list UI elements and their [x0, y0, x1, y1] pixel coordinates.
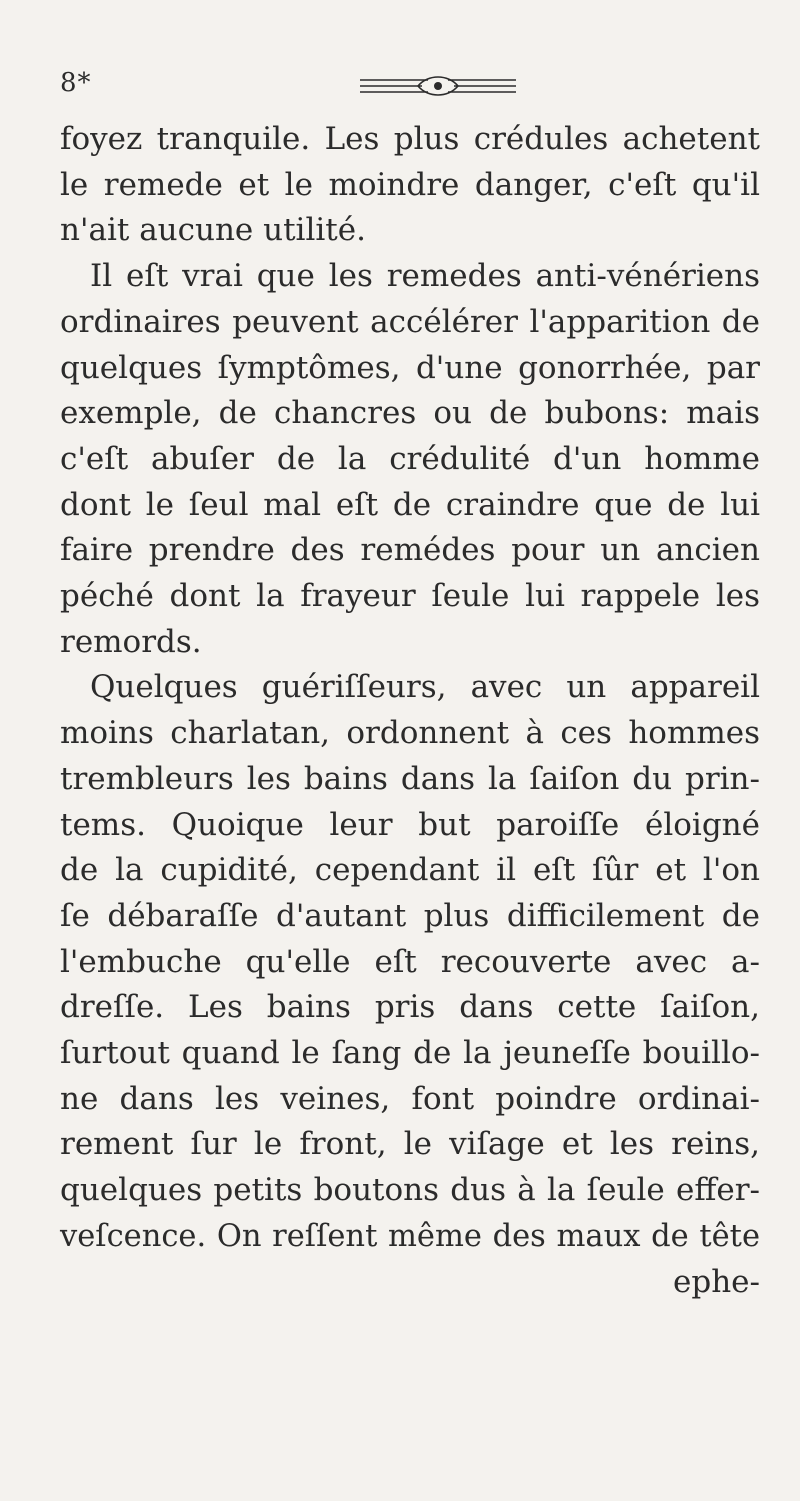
text-line: moins charlatan, ordonnent à ces hommes [60, 715, 760, 752]
text-line: de la cupidité, cependant il eſt ſûr et l'on [60, 852, 760, 889]
text-line: ne dans les veines, font poindre ordinai- [60, 1080, 760, 1117]
text-line: tems. Quoique leur but paroiſſe éloigné [60, 806, 760, 843]
text-line: exemple, de chancres ou de bubons: mais [60, 395, 760, 432]
body-text [60, 117, 760, 1305]
text-line: faire prendre des remédes pour un ancien [60, 532, 760, 569]
text-line: l'embuche qu'elle eſt recouverte avec a- [60, 943, 760, 980]
text-line: rement ſur le front, le viſage et les reins, [60, 1126, 760, 1163]
text-line: trembleurs les bains dans la ſaiſon du prin- [60, 760, 760, 797]
text-line: dreſſe. Les bains pris dans cette ſaiſon, [60, 989, 760, 1026]
text-line: dont le ſeul mal eſt de craindre que de lui [60, 486, 760, 523]
page-number: 8* [60, 68, 92, 98]
text-line: Il eſt vrai que les remedes anti-vénériens [90, 258, 760, 295]
catchword: ephe- [673, 1263, 760, 1300]
text-line: c'eſt abuſer de la crédulité d'un homme [60, 440, 760, 477]
ornament-icon [358, 74, 518, 100]
text-line: péché dont la frayeur ſeule lui rappele les [60, 578, 760, 615]
text-line: Quelques guériſſeurs, avec un appareil [90, 669, 760, 706]
text-line: quelques ſymptômes, d'une gonorrhée, par [60, 349, 760, 386]
text-line: quelques petits boutons dus à la ſeule effer- [60, 1172, 760, 1209]
text-line: ordinaires peuvent accélérer l'apparition de [60, 303, 760, 340]
text-line: le remede et le moindre danger, c'eſt qu'il [60, 166, 760, 203]
text-line: ſe débaraſſe d'autant plus difficilement de [60, 897, 760, 934]
text-line: ſurtout quand le ſang de la jeuneſſe bouillo- [60, 1035, 760, 1072]
text-line: remords. [60, 623, 202, 660]
text-line: veſcence. On reſſent même des maux de tête [60, 1218, 760, 1254]
text-line: foyez tranquile. Les plus crédules achetent [60, 121, 760, 157]
text-line: n'ait aucune utilité. [60, 212, 366, 249]
